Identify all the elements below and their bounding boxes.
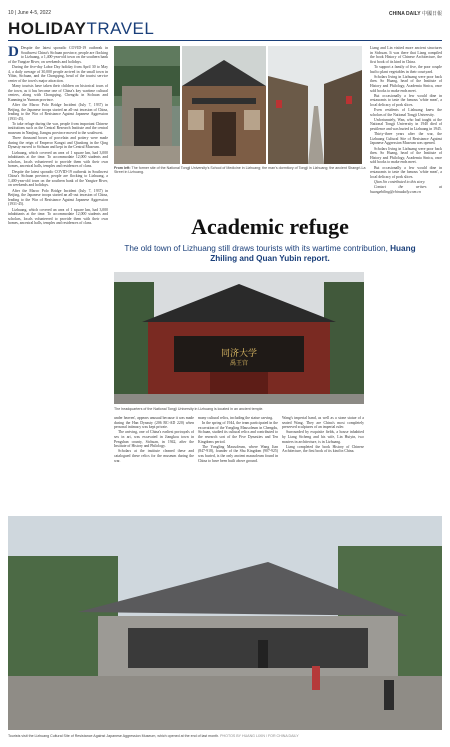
photo-museum (8, 516, 442, 730)
section-rule (8, 40, 442, 41)
photo-temple-image (114, 272, 364, 404)
photo-dormitory-image (182, 46, 266, 164)
article-column-right: Liang and Lin visited more ancient structures in Sichuan. It was there that Liang compiled the book History of Chinese Architecture, the first book of its kind in China. To support a family of five, the poor couple had to plant vegetables in their courtyard. Scholars living in Lizhuang were poor back then. So Huang, head of the Institute of History and Philology, Academia Sinica, once sold books to make ends meet. But occasionally a few would dine in restaurants to taste the famous 'white meat', a local delicacy of pork slices. Even residents of Lizhuang knew the scholars of the National Tongji University. Unfortunately, Wan, who had taught at the National Tongji University in 1940 died of pestilence and was buried in Lizhuang in 1945. Thirty-three years after the war, the Lizhuang Cultural Site of Resistance Against Japanese Aggression Museum was opened. Scholars living in Lizhuang were poor back then. So Huang, head of the Institute of History and Philology, Academia Sinica, once sold books to make ends meet. But occasionally a few would dine in restaurants to taste the famous 'white meat', a local delicacy of pork slices. Qian Jin contributed to this story. Contact the writers at huangzhiling@chinadaily.com.cn (370, 46, 442, 194)
museum-photo-caption: Tourists visit the Lizhuang Cultural Site of Resistance Against Japanese Aggression Museum, which opened at the end of last month. PHOTOS BY HUANG LIXIN / FOR CHINA DAILY (8, 734, 299, 738)
photo-former-school-site (114, 46, 180, 164)
photo-temple-headquarters (114, 272, 364, 404)
photo-dormitory (182, 46, 266, 164)
section-title (8, 19, 154, 39)
photo-museum-image (8, 516, 442, 730)
section-word-travel: TRAVEL (86, 19, 155, 38)
section-word-holiday: HOLIDAY (8, 19, 87, 38)
article-column-left: D Despite the latest sporadic COVID-19 outbreak in Southwest China's Sichuan province, people are flocking to Lizhuang, a 1,400-year-old town on the southern bank of the Yangtze River, on weekends and holidays. During the five-day Labor Day holiday from April 30 to May 4, a daily average of 30,000 people arrived in the small town in Yibin, Sichuan, and the Chongqing, head of the tourist service center of the town's major attraction. Many tourists have taken their children on historical tours of the town, as it has become one of China's key wartime cultural centers, along with Chongqing, Chengdu in Sichuan and Kunming in Yunnan province. After the Marco Polo Bridge Incident (July 7, 1937) in Beijing, the Japanese troops started an all-out invasion of China, leading to the War of Resistance Against Japanese Aggression (1931-45). To take refuge during the war, people from important Chinese institutions such as the Central Research Institute and the central museum in Nanjing, Jiangsu province moved to the southwest. Three thousand boxes of porcelain and pottery were made during the reign of Emperor Kangxi and Qianlong in the Qing Dynasty moved to Sichuan and kept in the Central Museum. Lizhuang, which covered an area of 1 square km, had 3,000 inhabitants at the time. To accommodate 12,000 students and scholars, locals volunteered to provide them with their own homes, ancestral halls, temples and residences of clans. Despite the latest sporadic COVID-19 outbreak in Southwest China's Sichuan province, people are flocking to Lizhuang, a 1,400-year-old town on the southern bank of the Yangtze River, on weekends and holidays. After the Marco Polo Bridge Incident (July 7, 1937) in Beijing, the Japanese troops started an all-out invasion of China, leading to the War of Resistance Against Japanese Aggression (1931-45). Lizhuang, which covered an area of 1 square km, had 3,000 inhabitants at the time. To accommodate 12,000 students and scholars, locals volunteered to provide them with their own homes, ancestral halls, temples and residences of clans. (8, 46, 108, 226)
temple-hall-plaque: 禹王宫 (229, 360, 248, 367)
masthead: CHINA DAILY 中國日報 (389, 11, 442, 17)
top-photo-caption: From left: The former site of the National Tongji University's School of Medicine in Lizhuang; the man's dormitory of Tongji in Lizhuang; the ancient Shangri-La Street in Lizhuang. (114, 166, 366, 175)
article-column-mid-2: many cultural relics, including the statue carving. In the spring of 1944, the team participated in the excavation of the Yongling Mausoleum in Chengdu, Sichuan, studied its cultural relics and contributed to the research sort of the Five Dynasties and Ten Kingdoms period. The Yongling Mausoleum, where Wang Jian (847-918), founder of the Shu Kingdom (907-925) was buried, is the only ancient mausoleum found in China to have been built above ground. (198, 416, 278, 463)
article-column-mid-1: under heaven', appears unusual because it was made during the Han Dynasty (206 BC-AD 220) when personal intimacy was kept private. The arriving, one of China's earliest portrayals of sex in art, was excavated in Jiangkou town in Pengshan county, Sichuan, in 1942, after the Institute of History and Philology. Scholars at the institute cleaned these and catalogued these relics for the museum during the war. (114, 416, 194, 463)
deck: The old town of Lizhuang still draws tourists with its wartime contribution, Huang Zhiling and Quan Yubin report. (124, 244, 416, 263)
photo-archway-image (114, 46, 180, 164)
photo-street-image (268, 46, 362, 164)
photo-ancient-street (268, 46, 362, 164)
page-header (8, 6, 442, 18)
drop-cap: D (8, 46, 19, 60)
page-number: 10 | June 4-5, 2022 (8, 10, 51, 16)
writer-contact: Contact the writers at huangzhiling@chinadaily.com.cn (370, 185, 442, 194)
temple-sign: 同济大学 (220, 349, 257, 359)
temple-photo-caption: The headquarters of the National Tongji University in Lizhuang is located in an ancient temple. (114, 407, 264, 411)
headline: Academic refuge (191, 214, 349, 239)
article-column-mid-3: Wang's imperial hand, as well as a stone statue of a seated Wang. They are China's most completely preserved sculptures of an imperial ruler. Surrounded by exquisite fields, a house inhabited by Liang Sicheng and his wife, Lin Huiyin, two masters in architecture, is in Lizhuang. Liang completed the book History of Chinese Architecture, the first book of its kind in China. (282, 416, 364, 454)
photo-credit: PHOTOS BY HUANG LIXIN / FOR CHINA DAILY (220, 734, 299, 738)
